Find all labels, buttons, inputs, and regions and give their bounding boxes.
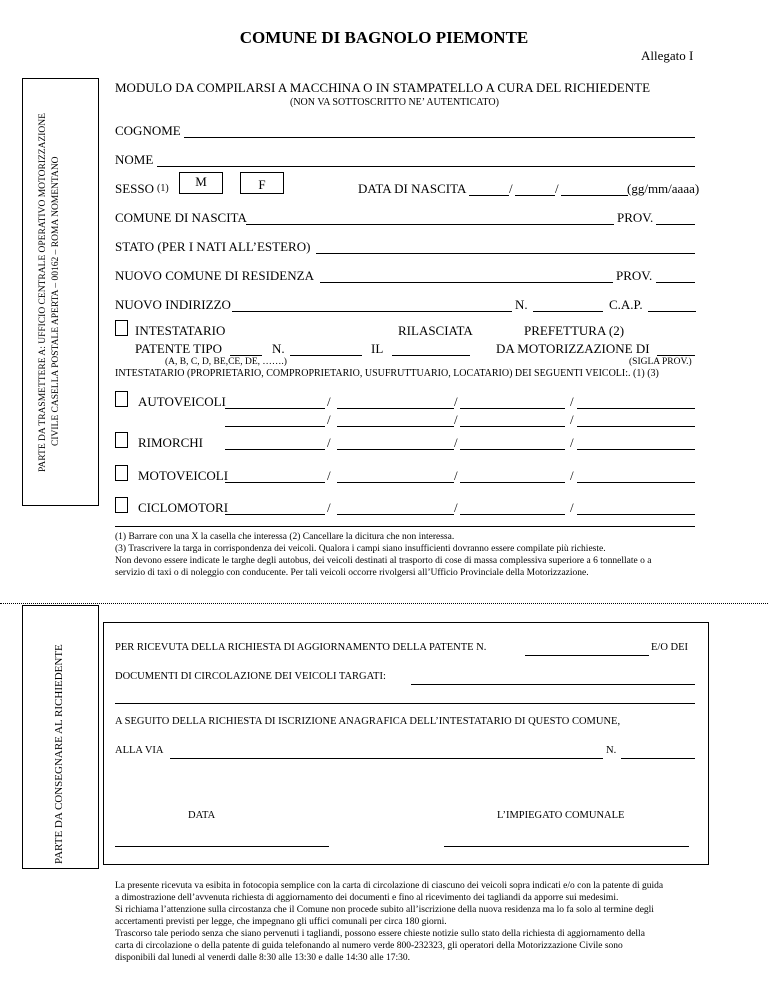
autoveicoli-checkbox[interactable]: [115, 391, 128, 407]
ciclomotori-checkbox[interactable]: [115, 497, 128, 513]
plate-separator: /: [327, 500, 331, 515]
plate-separator: /: [454, 468, 458, 483]
footnote-5: servizio di taxi o di noleggio con conducente. Per tali veicoli occorre rivolgersi all’Ufficio Provinciale della Motorizzazione.: [115, 568, 589, 578]
autoveicoli-plate-field[interactable]: [225, 408, 325, 409]
ciclomotori-label: CICLOMOTORI: [138, 500, 229, 515]
cut-line: [0, 603, 768, 604]
prov-field-2[interactable]: [656, 282, 695, 283]
sesso-m-box[interactable]: M: [179, 172, 223, 194]
patente-tipo-field[interactable]: [230, 355, 262, 356]
nuovo-indirizzo-label: NUOVO INDIRIZZO: [115, 297, 231, 312]
comune-nascita-field[interactable]: [246, 224, 614, 225]
impiegato-signature-field[interactable]: [444, 846, 689, 847]
prov-label-2: PROV.: [616, 268, 653, 283]
autoveicoli-plate-field[interactable]: [460, 408, 565, 409]
ciclomotori-plate-field[interactable]: [460, 514, 565, 515]
prov-label-1: PROV.: [617, 210, 654, 225]
info-line-3: Si richiama l’attenzione sulla circostanza che il Comune non procede subito all’iscrizione della nuova residenza ma lo fa solo al termine degli: [115, 905, 654, 915]
info-line-1: La presente ricevuta va esibita in fotocopia semplice con la carta di circolazione di ciascuno dei veicoli sopra indicati e/o con la patente di guida: [115, 881, 664, 891]
motoveicoli-plate-field[interactable]: [577, 482, 695, 483]
side-label-top-1: PARTE DA TRASMETTERE A: UFFICIO CENTRALE OPERATIVO MOTORIZZAZIONE: [38, 113, 48, 472]
data-label: DATA: [188, 810, 216, 821]
plate-separator: /: [327, 394, 331, 409]
ciclomotori-plate-field[interactable]: [337, 514, 454, 515]
info-line-4: accertamenti previsti per legge, che impegnano gli uffici comunali per circa 180 giorni.: [115, 917, 447, 927]
nuovo-comune-label: NUOVO COMUNE DI RESIDENZA: [115, 268, 314, 283]
rimorchi-plate-field[interactable]: [225, 449, 325, 450]
plate-separator: /: [327, 468, 331, 483]
plate-separator: /: [454, 394, 458, 409]
ciclomotori-plate-field[interactable]: [577, 514, 695, 515]
date-sep-2: /: [555, 181, 559, 196]
date-sep-1: /: [509, 181, 513, 196]
nome-label: NOME: [115, 152, 154, 167]
plate-separator: /: [570, 468, 574, 483]
data-field[interactable]: [115, 846, 329, 847]
plate-separator: /: [570, 412, 574, 427]
receipt-patente-field[interactable]: [525, 655, 649, 656]
plate-separator: /: [327, 412, 331, 427]
numero-label: N.: [515, 297, 528, 312]
info-line-7: disponibili dal lunedi al venerdi dalle 8:30 alle 13:30 e dalle 14:30 alle 17:30.: [115, 953, 410, 963]
plate-separator: /: [570, 435, 574, 450]
motoveicoli-plate-field[interactable]: [460, 482, 565, 483]
rilascio-data-field[interactable]: [392, 355, 470, 356]
receipt-line-2: DOCUMENTI DI CIRCOLAZIONE DEI VEICOLI TARGATI:: [115, 671, 386, 682]
footnote-4: Non devono essere indicate le targhe degli autobus, dei veicoli destinati al trasporto di cose di massa complessiva superiore a 6 tonnellate o a: [115, 556, 652, 566]
receipt-targhe-field[interactable]: [411, 684, 695, 685]
cap-field[interactable]: [648, 311, 696, 312]
sigla-prov-hint: (SIGLA PROV.): [629, 357, 692, 367]
stato-label: STATO (PER I NATI ALL’ESTERO): [115, 239, 311, 254]
info-line-6: carta di circolazione o della patente di guida telefonando al numero verde 800-232323, gli operatori della Motorizzazione Civile sono: [115, 941, 623, 951]
footnote-1: (1) Barrare con una X la casella che interessa (2) Cancellare la dicitura che non interessa.: [115, 532, 455, 542]
motorizzazione-field[interactable]: [657, 355, 695, 356]
patente-types-hint: (A, B, C, D, BE,CE, DE, …….): [165, 357, 287, 367]
comune-nascita-label: COMUNE DI NASCITA: [115, 210, 247, 225]
nuovo-indirizzo-field[interactable]: [232, 311, 512, 312]
plate-separator: /: [454, 500, 458, 515]
autoveicoli-plate-field[interactable]: [225, 426, 325, 427]
plate-separator: /: [570, 500, 574, 515]
plate-separator: /: [454, 435, 458, 450]
plate-separator: /: [454, 412, 458, 427]
intestatario-veicoli-label: INTESTATARIO (PROPRIETARIO, COMPROPRIETARIO, USUFRUTTUARIO, LOCATARIO) DEI SEGUENTI VEICOLI:. (1) (3): [115, 368, 659, 379]
receipt-line-1-end: E/O DEI: [651, 642, 689, 653]
rimorchi-plate-field[interactable]: [577, 449, 695, 450]
cognome-field[interactable]: [184, 137, 695, 138]
footnote-3: (3) Trascrivere la targa in corrispondenza dei veicoli. Qualora i campi siano insufficienti dovranno essere compilate più richieste.: [115, 544, 606, 554]
alla-via-field[interactable]: [170, 758, 603, 759]
numero-field[interactable]: [533, 311, 603, 312]
motoveicoli-plate-field[interactable]: [225, 482, 325, 483]
ciclomotori-plate-field[interactable]: [225, 514, 325, 515]
date-format: (gg/mm/aaaa): [627, 181, 700, 196]
nome-field[interactable]: [157, 166, 695, 167]
motorizzazione-label: DA MOTORIZZAZIONE DI: [496, 341, 650, 356]
autoveicoli-plate-field[interactable]: [460, 426, 565, 427]
side-label-top-2: CIVILE CASELLA POSTALE APERTA – 00162 – ROMA NOMENTANO: [51, 156, 61, 446]
side-label-bottom: PARTE DA CONSEGNARE AL RICHIEDENTE: [53, 644, 65, 864]
autoveicoli-plate-field[interactable]: [337, 426, 454, 427]
rimorchi-plate-field[interactable]: [460, 449, 565, 450]
stato-field[interactable]: [316, 253, 695, 254]
cap-label: C.A.P.: [609, 297, 643, 312]
separator-full: [115, 526, 695, 527]
sesso-note: (1): [157, 183, 169, 194]
page-title: COMUNE DI BAGNOLO PIEMONTE: [239, 28, 529, 47]
receipt-line-3: A SEGUITO DELLA RICHIESTA DI ISCRIZIONE ANAGRAFICA DELL’INTESTATARIO DI QUESTO COMUNE,: [115, 716, 621, 727]
form-note: (NON VA SOTTOSCRITTO NE’ AUTENTICATO): [290, 97, 499, 108]
prefettura-label: PREFETTURA (2): [524, 323, 625, 338]
data-nascita-label: DATA DI NASCITA: [358, 181, 467, 196]
birth-year-field[interactable]: [561, 195, 628, 196]
via-numero-field[interactable]: [621, 758, 695, 759]
form-instruction: MODULO DA COMPILARSI A MACCHINA O IN STAMPATELLO A CURA DEL RICHIEDENTE: [115, 80, 651, 95]
motoveicoli-plate-field[interactable]: [337, 482, 454, 483]
birth-month-field[interactable]: [515, 195, 555, 196]
nuovo-comune-field[interactable]: [320, 282, 613, 283]
autoveicoli-plate-field[interactable]: [337, 408, 454, 409]
rimorchi-plate-field[interactable]: [337, 449, 454, 450]
sesso-f-box[interactable]: F: [240, 172, 284, 194]
info-line-5: Trascorso tale periodo senza che siano pervenuti i tagliandi, possono essere chieste notizie sullo stato della richiesta di aggiornamento della: [115, 929, 645, 939]
impiegato-label: L’IMPIEGATO COMUNALE: [497, 810, 625, 821]
autoveicoli-plate-field[interactable]: [577, 408, 695, 409]
sesso-label: SESSO: [115, 181, 155, 196]
receipt-targhe-field-2[interactable]: [115, 703, 695, 704]
motoveicoli-label: MOTOVEICOLI: [138, 468, 229, 483]
rimorchi-label: RIMORCHI: [138, 435, 204, 450]
patente-tipo-label: PATENTE TIPO: [135, 341, 223, 356]
prov-field-1[interactable]: [656, 224, 695, 225]
receipt-box: [103, 622, 709, 865]
autoveicoli-plate-field[interactable]: [577, 426, 695, 427]
cognome-label: COGNOME: [115, 123, 181, 138]
patente-numero-label: N.: [272, 341, 285, 356]
birth-day-field[interactable]: [469, 195, 509, 196]
info-line-2: a dimostrazione dell’avvenuta richiesta di aggiornamento dei documenti e fino al ricevimento dei tagliandi da apporre sui medesimi.: [115, 893, 619, 903]
alla-via-label: ALLA VIA: [115, 745, 164, 756]
rilasciata-label: RILASCIATA: [398, 323, 473, 338]
patente-numero-field[interactable]: [290, 355, 362, 356]
intestatario-patente-checkbox[interactable]: [115, 320, 128, 336]
il-label: IL: [371, 341, 384, 356]
plate-separator: /: [327, 435, 331, 450]
autoveicoli-label: AUTOVEICOLI: [138, 394, 226, 409]
rimorchi-checkbox[interactable]: [115, 432, 128, 448]
intestatario-label: INTESTATARIO: [135, 323, 226, 338]
via-numero-label: N.: [606, 745, 617, 756]
motoveicoli-checkbox[interactable]: [115, 465, 128, 481]
plate-separator: /: [570, 394, 574, 409]
attachment-label: Allegato I: [641, 48, 694, 63]
receipt-line-1: PER RICEVUTA DELLA RICHIESTA DI AGGIORNAMENTO DELLA PATENTE N.: [115, 642, 487, 653]
